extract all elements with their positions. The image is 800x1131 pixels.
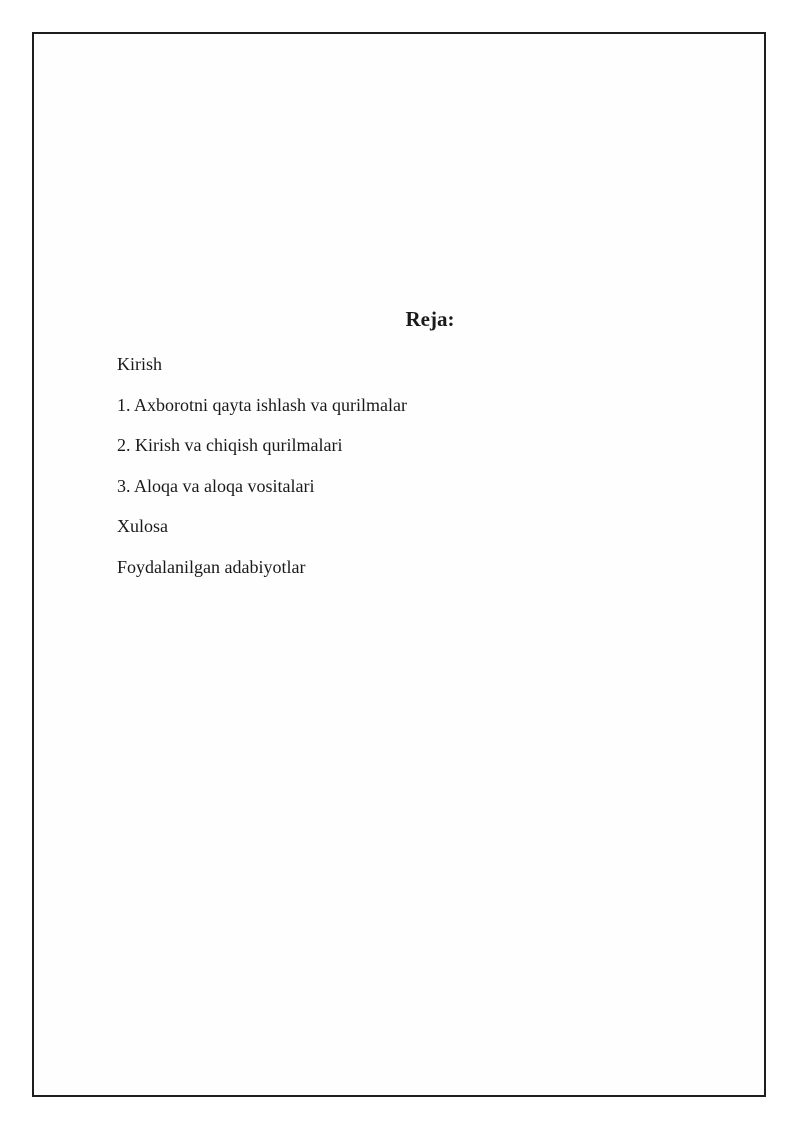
- plan-item-intro: Kirish: [117, 354, 162, 374]
- plan-item-references: Foydalanilgan adabiyotlar: [117, 556, 306, 577]
- plan-item-1: 1. Axborotni qayta ishlash va qurilmalar: [117, 394, 407, 415]
- plan-item-2: 2. Kirish va chiqish qurilmalari: [117, 435, 343, 455]
- page-frame: [32, 32, 766, 1097]
- plan-item-3: 3. Aloqa va aloqa vositalari: [117, 475, 315, 496]
- plan-list: [117, 352, 407, 595]
- page-title: Reja:: [405, 307, 455, 331]
- plan-item-conclusion: Xulosa: [117, 516, 168, 536]
